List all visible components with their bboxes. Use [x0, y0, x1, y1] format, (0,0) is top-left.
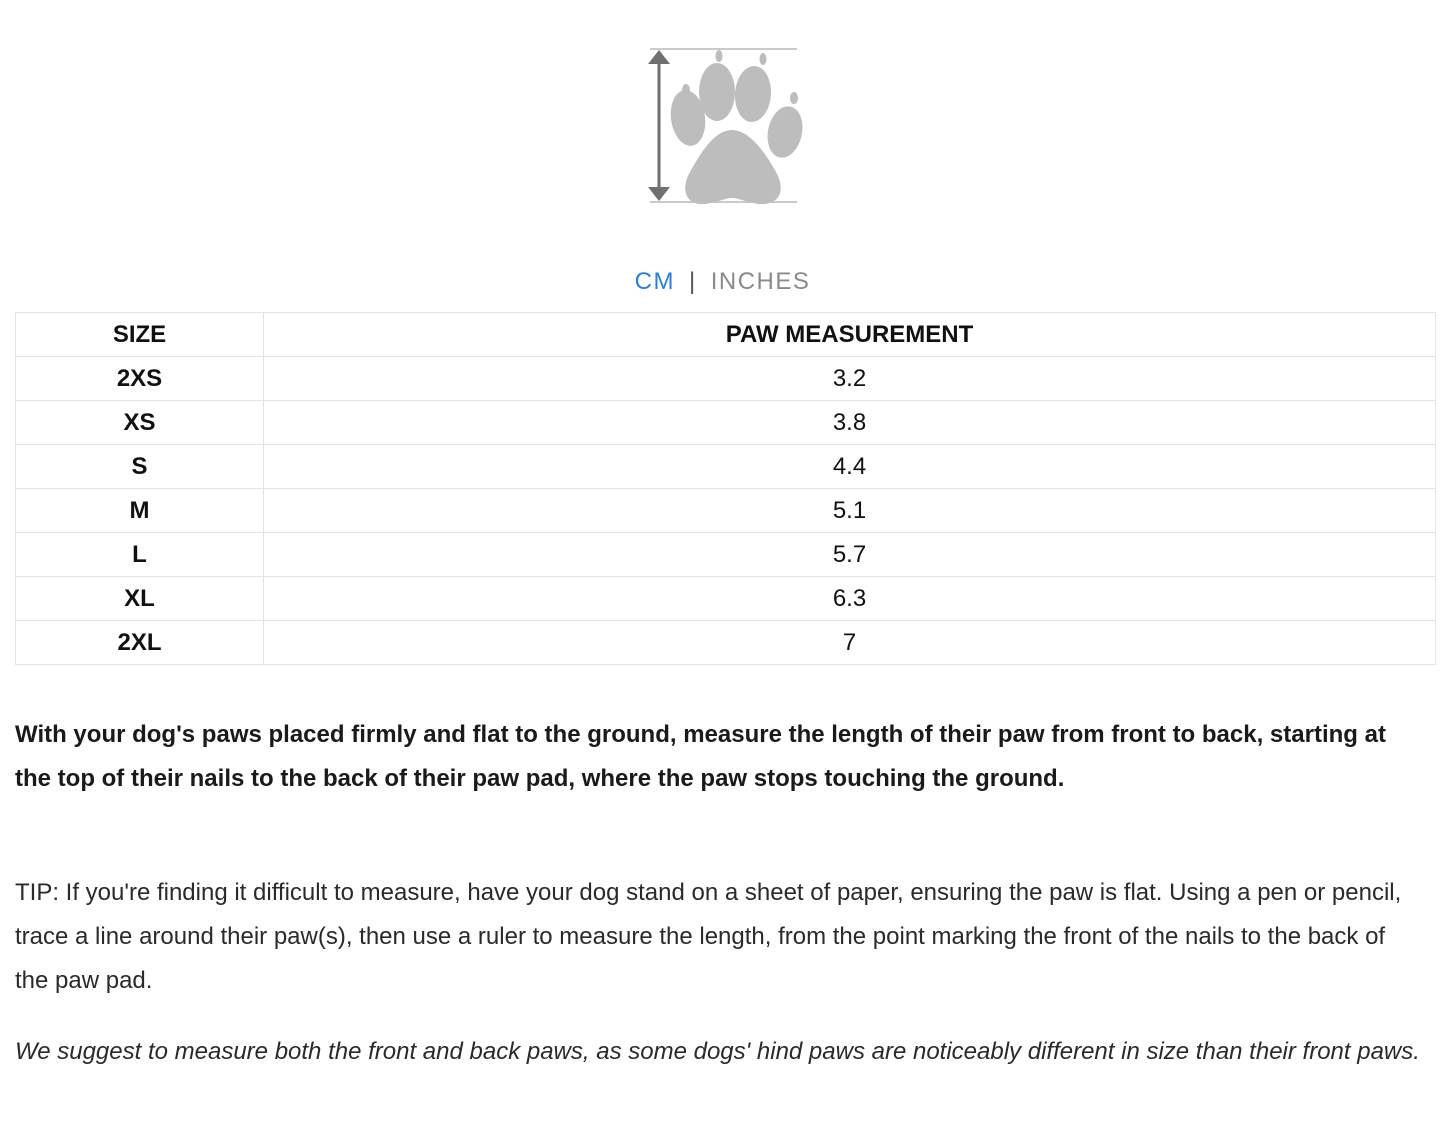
- paw-nail-right: [790, 92, 798, 104]
- paw-nail-inner-right: [760, 53, 767, 65]
- measuring-tip: TIP: If you're finding it difficult to measure, have your dog stand on a sheet of paper, ensuring the paw is flat. Using a pen or pencil, trace a line around their paw(s), then use a ruler to measure the length, from the point marking the front of the nails to the back of the paw pad.: [15, 879, 1402, 994]
- paw-toe-inner-right: [733, 65, 773, 123]
- table-row: [16, 357, 1436, 401]
- measuring-instructions: With your dog's paws placed firmly and flat to the ground, measure the length of their paw from front to back, starting at the top of their nails to the back of their paw pad, where the paw stops touching the ground.: [15, 721, 1386, 792]
- measure-arrow-bottom-head: [648, 187, 670, 201]
- table-row: [16, 533, 1436, 577]
- paw-nail-inner-left: [716, 50, 723, 62]
- unit-separator: |: [688, 268, 697, 295]
- unit-cm-option[interactable]: CM: [634, 268, 675, 295]
- unit-inches-option[interactable]: INCHES: [710, 268, 811, 295]
- size-cell: L: [16, 533, 264, 577]
- size-cell: 2XL: [16, 621, 264, 665]
- paw-nail-left: [682, 84, 690, 96]
- measurement-cell: 3.2: [264, 357, 1436, 401]
- size-cell: XS: [16, 401, 264, 445]
- table-row: [16, 489, 1436, 533]
- measurement-cell: 6.3: [264, 577, 1436, 621]
- table-header-row: [16, 313, 1436, 357]
- table-row: [16, 445, 1436, 489]
- size-cell: 2XS: [16, 357, 264, 401]
- measurement-cell: 3.8: [264, 401, 1436, 445]
- unit-toggle: [0, 262, 1445, 302]
- measurement-cell: 5.7: [264, 533, 1436, 577]
- measuring-suggestion: We suggest to measure both the front and back paws, as some dogs' hind paws are noticeably different in size than their front paws.: [15, 1038, 1420, 1065]
- paw-diagram-svg: [642, 44, 808, 210]
- size-column-header: SIZE: [16, 313, 264, 357]
- measurement-cell: 5.1: [264, 489, 1436, 533]
- size-cell: XL: [16, 577, 264, 621]
- paw-toe-inner-left: [699, 63, 735, 121]
- paw-measurement-icon: [642, 44, 808, 210]
- size-chart-table: [15, 312, 1436, 665]
- table-row: [16, 401, 1436, 445]
- size-cell: S: [16, 445, 264, 489]
- paw-toe-right: [763, 103, 807, 161]
- size-cell: M: [16, 489, 264, 533]
- measurement-cell: 4.4: [264, 445, 1436, 489]
- measurement-cell: 7: [264, 621, 1436, 665]
- table-row: [16, 621, 1436, 665]
- table-row: [16, 577, 1436, 621]
- paw-measurement-column-header: PAW MEASUREMENT: [264, 313, 1436, 357]
- paw-main-pad: [685, 130, 780, 204]
- measure-arrow-top-head: [648, 50, 670, 64]
